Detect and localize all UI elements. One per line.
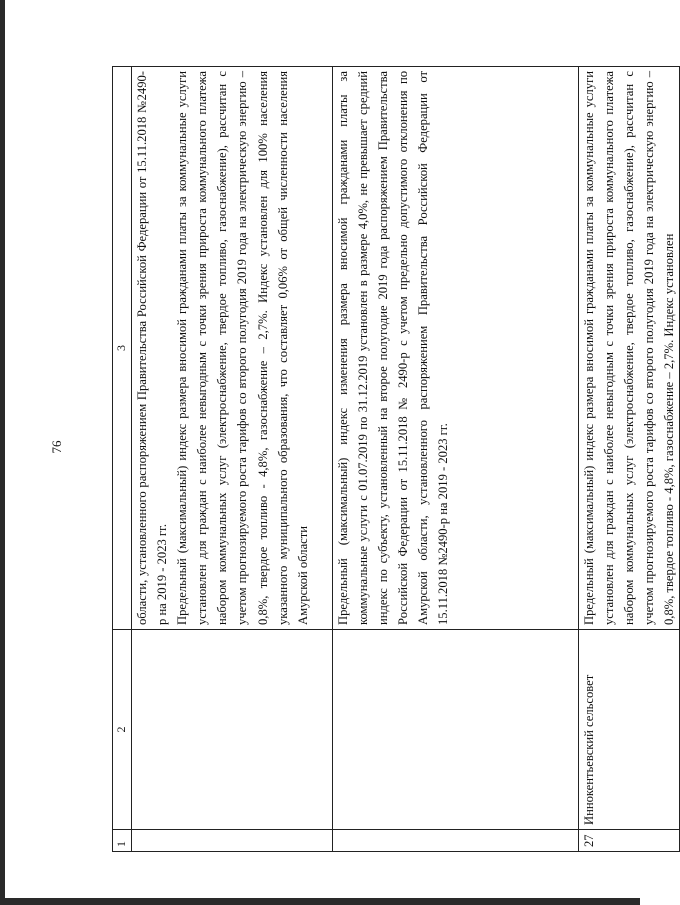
paragraph: Предельный (максимальный) индекс размера вносимой гражданами платы за коммунальные услуги установлен для граждан с наиболее невыгодным с точки зрения прироста коммунального платежа набором коммунальных услуг (электроснабжение, твердое топливо, газоснабжение), рассчитан с учетом прогнозируемого роста тарифов со второго полугодия 2019 года на электрическую энергию – 0,8%, твердое топливо - 4,8%, газоснабжение – 2,7%. Индекс установлен [582, 71, 677, 625]
row-number [132, 830, 333, 852]
row-name [333, 630, 579, 830]
page-number: 76 [49, 440, 64, 454]
header-col-2: 2 [113, 630, 132, 830]
table-row [132, 67, 333, 852]
paragraph: Предельный (максимальный) индекс изменения размера вносимой гражданами платы за коммунальные услуги с 01.07.2019 по 31.12.2019 установлен в размере 4,0%, не превышает средний индекс по субъекту, установленный на второе полугодие 2019 года распоряжением Правительства Российской Федерации от 15.11.2018 № 2490-р с учетом предельно допустимого отклонения по Амурской области, установленного распоряжением Правительства Российской Федерации от 15.11.2018 №2490-р на 2019 - 2023 гг. [336, 71, 451, 625]
row-description [132, 67, 333, 630]
document-table [112, 66, 680, 852]
row-number: 27 [579, 830, 680, 852]
scan-edge-bottom [0, 898, 640, 905]
header-col-1: 1 [113, 830, 132, 852]
row-name: Иннокентьевский сельсовет [579, 630, 680, 830]
scan-edge-left [0, 0, 5, 905]
table-row [579, 67, 680, 852]
header-col-3: 3 [113, 67, 132, 630]
row-description [579, 67, 680, 630]
row-number [333, 830, 579, 852]
table-row [333, 67, 579, 852]
rotated-table-container [112, 67, 677, 852]
row-description [333, 67, 579, 630]
table-header-row [113, 67, 132, 852]
row-name [132, 630, 333, 830]
paragraph: Предельный (максимальный) индекс размера вносимой гражданами платы за коммунальные услуги установлен для граждан с наиболее невыгодным с точки зрения прироста коммунального платежа набором коммунальных услуг (электроснабжение, твердое топливо, газоснабжение), рассчитан с учетом прогнозируемого роста тарифов со второго полугодия 2019 года на электрическую энергию – 0,8%, твердое топливо - 4,8%, газоснабжение – 2,7%. Индекс установлен для 100% населения указанного муниципального образования, что составляет 0,06% от общей численности населения Амурской области [175, 71, 310, 625]
paragraph: области, установленного распоряжением Правительства Российской Федерации от 15.11.2018 №2490-р на 2019 - 2023 гг. [135, 71, 170, 625]
